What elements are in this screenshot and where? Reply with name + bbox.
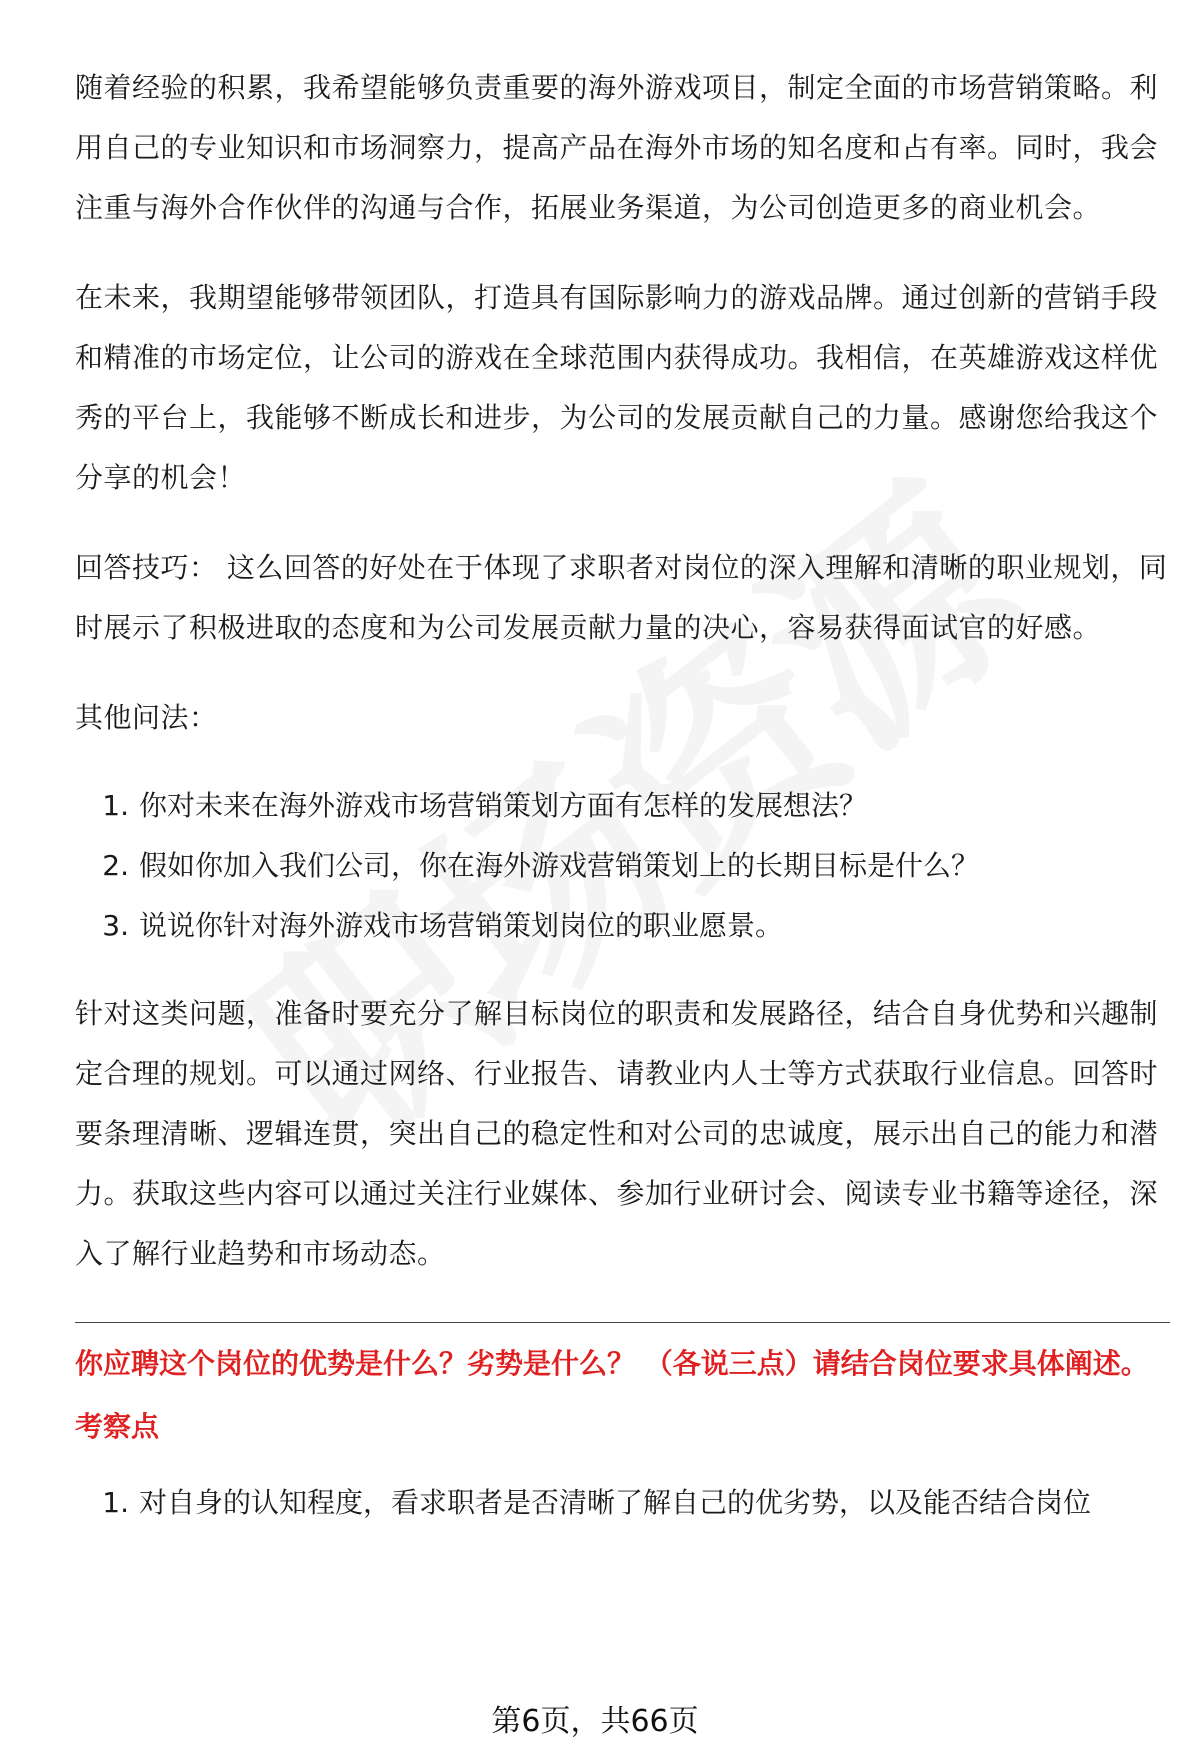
exam-points-heading: 考察点 bbox=[75, 1410, 160, 1443]
paragraph-career-growth: 随着经验的积累，我希望能够负责重要的海外游戏项目，制定全面的市场营销策略。利用自己的专业知识和市场洞察力，提高产品在海外市场的知名度和占有率。同时，我会注重与海外合作伙伴的沟通与合作，拓展业务渠道，为公司创造更多的商业机会。 bbox=[75, 71, 1159, 224]
next-question-title: 你应聘这个岗位的优势是什么？劣势是什么？ （各说三点）请结合岗位要求具体阐述。 bbox=[75, 1347, 1149, 1380]
list-item bbox=[75, 836, 1170, 896]
list-number: 2. bbox=[102, 849, 129, 882]
page-footer: 第6页，共66页 bbox=[0, 1702, 1190, 1742]
exam-points-list bbox=[75, 1473, 1170, 1533]
other-questions-list bbox=[75, 776, 1170, 956]
paragraph-advice: 针对这类问题，准备时要充分了解目标岗位的职责和发展路径，结合自身优势和兴趣制定合理的规划。可以通过网络、行业报告、请教业内人士等方式获取行业信息。回答时要条理清晰、逻辑连贯，突出自己的稳定性和对公司的忠诚度，展示出自己的能力和潜力。获取这些内容可以通过关注行业媒体、参加行业研讨会、阅读专业书籍等途径，深入了解行业趋势和市场动态。 bbox=[75, 997, 1159, 1270]
list-item bbox=[75, 776, 1170, 836]
page-content bbox=[75, 58, 1170, 1533]
paragraph-future-vision: 在未来，我期望能够带领团队，打造具有国际影响力的游戏品牌。通过创新的营销手段和精准的市场定位，让公司的游戏在全球范围内获得成功。我相信，在英雄游戏这样优秀的平台上，我能够不断成长和进步，为公司的发展贡献自己的力量。感谢您给我这个分享的机会！ bbox=[75, 281, 1159, 494]
list-text: 假如你加入我们公司，你在海外游戏营销策划上的长期目标是什么？ bbox=[139, 849, 980, 882]
other-questions-heading: 其他问法： bbox=[75, 701, 218, 734]
paragraph-answer-tips: 回答技巧： 这么回答的好处在于体现了求职者对岗位的深入理解和清晰的职业规划，同时展示了积极进取的态度和为公司发展贡献力量的决心，容易获得面试官的好感。 bbox=[75, 551, 1168, 644]
list-number: 1. bbox=[102, 1486, 129, 1519]
list-text: 对自身的认知程度，看求职者是否清晰了解自己的优劣势，以及能否结合岗位 bbox=[139, 1486, 1092, 1519]
list-number: 1. bbox=[102, 789, 129, 822]
list-text: 说说你针对海外游戏市场营销策划岗位的职业愿景。 bbox=[139, 909, 784, 942]
list-item bbox=[75, 1473, 1170, 1533]
list-number: 3. bbox=[102, 909, 129, 942]
list-item bbox=[75, 896, 1170, 956]
section-divider bbox=[75, 1322, 1170, 1323]
list-text: 你对未来在海外游戏市场营销策划方面有怎样的发展想法？ bbox=[139, 789, 868, 822]
